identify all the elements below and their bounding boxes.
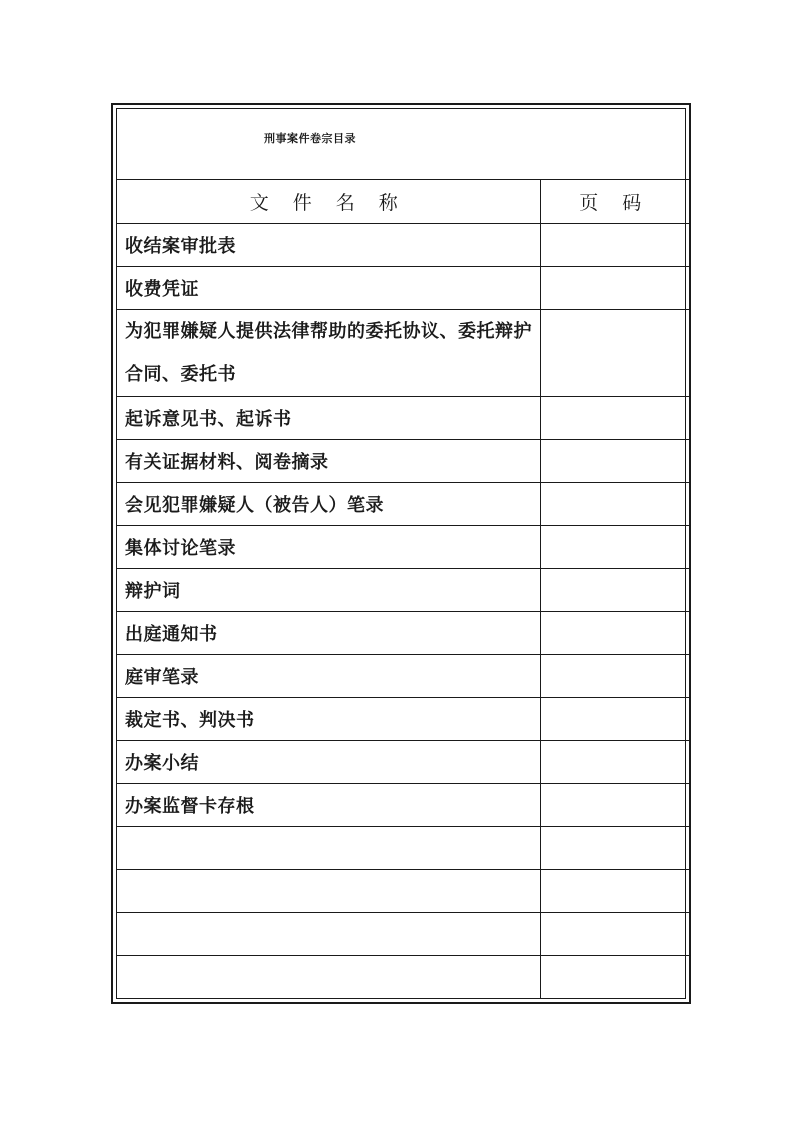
page-number-cell (540, 740, 689, 783)
page-number-cell (540, 869, 689, 912)
title-row (117, 109, 689, 179)
file-name-cell (117, 826, 540, 869)
page-number-cell (540, 439, 689, 482)
table-row (117, 740, 689, 783)
page-number-cell (540, 482, 689, 525)
table-row (117, 783, 689, 826)
page-number-cell (540, 912, 689, 955)
file-name-cell: 收结案审批表 (117, 223, 540, 266)
file-name-cell: 辩护词 (117, 568, 540, 611)
page-number-cell (540, 568, 689, 611)
table-row (117, 611, 689, 654)
page-number-cell (540, 697, 689, 740)
table-row (117, 697, 689, 740)
table-row (117, 223, 689, 266)
table-row (117, 266, 689, 309)
page-number-cell (540, 266, 689, 309)
page-number-cell (540, 654, 689, 697)
page-number-cell (540, 611, 689, 654)
page-number-cell (540, 826, 689, 869)
table-row (117, 482, 689, 525)
file-name-cell: 办案监督卡存根 (117, 783, 540, 826)
table-row (117, 654, 689, 697)
name-column-header: 文 件 名 称 (117, 179, 540, 223)
catalog-outer-frame (111, 103, 691, 1004)
table-row (117, 912, 689, 955)
table-row (117, 439, 689, 482)
column-header-row (117, 179, 689, 223)
page-number-cell (540, 309, 689, 396)
table-row (117, 396, 689, 439)
page-number-cell (540, 525, 689, 568)
catalog-table (117, 109, 689, 998)
table-row (117, 568, 689, 611)
file-name-cell: 起诉意见书、起诉书 (117, 396, 540, 439)
file-name-cell: 庭审笔录 (117, 654, 540, 697)
file-name-cell: 办案小结 (117, 740, 540, 783)
document-title: 刑事案件卷宗目录 (264, 132, 356, 145)
file-name-cell: 集体讨论笔录 (117, 525, 540, 568)
table-row (117, 309, 689, 396)
page-number-cell (540, 223, 689, 266)
file-name-cell: 为犯罪嫌疑人提供法律帮助的委托协议、委托辩护合同、委托书 (117, 309, 540, 396)
file-name-cell (117, 912, 540, 955)
table-row (117, 869, 689, 912)
catalog-inner-frame (116, 108, 686, 999)
page-number-cell (540, 783, 689, 826)
title-cell (117, 109, 689, 179)
file-name-cell (117, 955, 540, 998)
file-name-cell: 裁定书、判决书 (117, 697, 540, 740)
file-name-cell: 收费凭证 (117, 266, 540, 309)
table-row (117, 525, 689, 568)
table-row (117, 826, 689, 869)
page-column-header: 页 码 (540, 179, 689, 223)
table-row (117, 955, 689, 998)
file-name-cell: 有关证据材料、阅卷摘录 (117, 439, 540, 482)
page-number-cell (540, 396, 689, 439)
file-name-cell: 出庭通知书 (117, 611, 540, 654)
page-number-cell (540, 955, 689, 998)
file-name-cell: 会见犯罪嫌疑人（被告人）笔录 (117, 482, 540, 525)
file-name-cell (117, 869, 540, 912)
